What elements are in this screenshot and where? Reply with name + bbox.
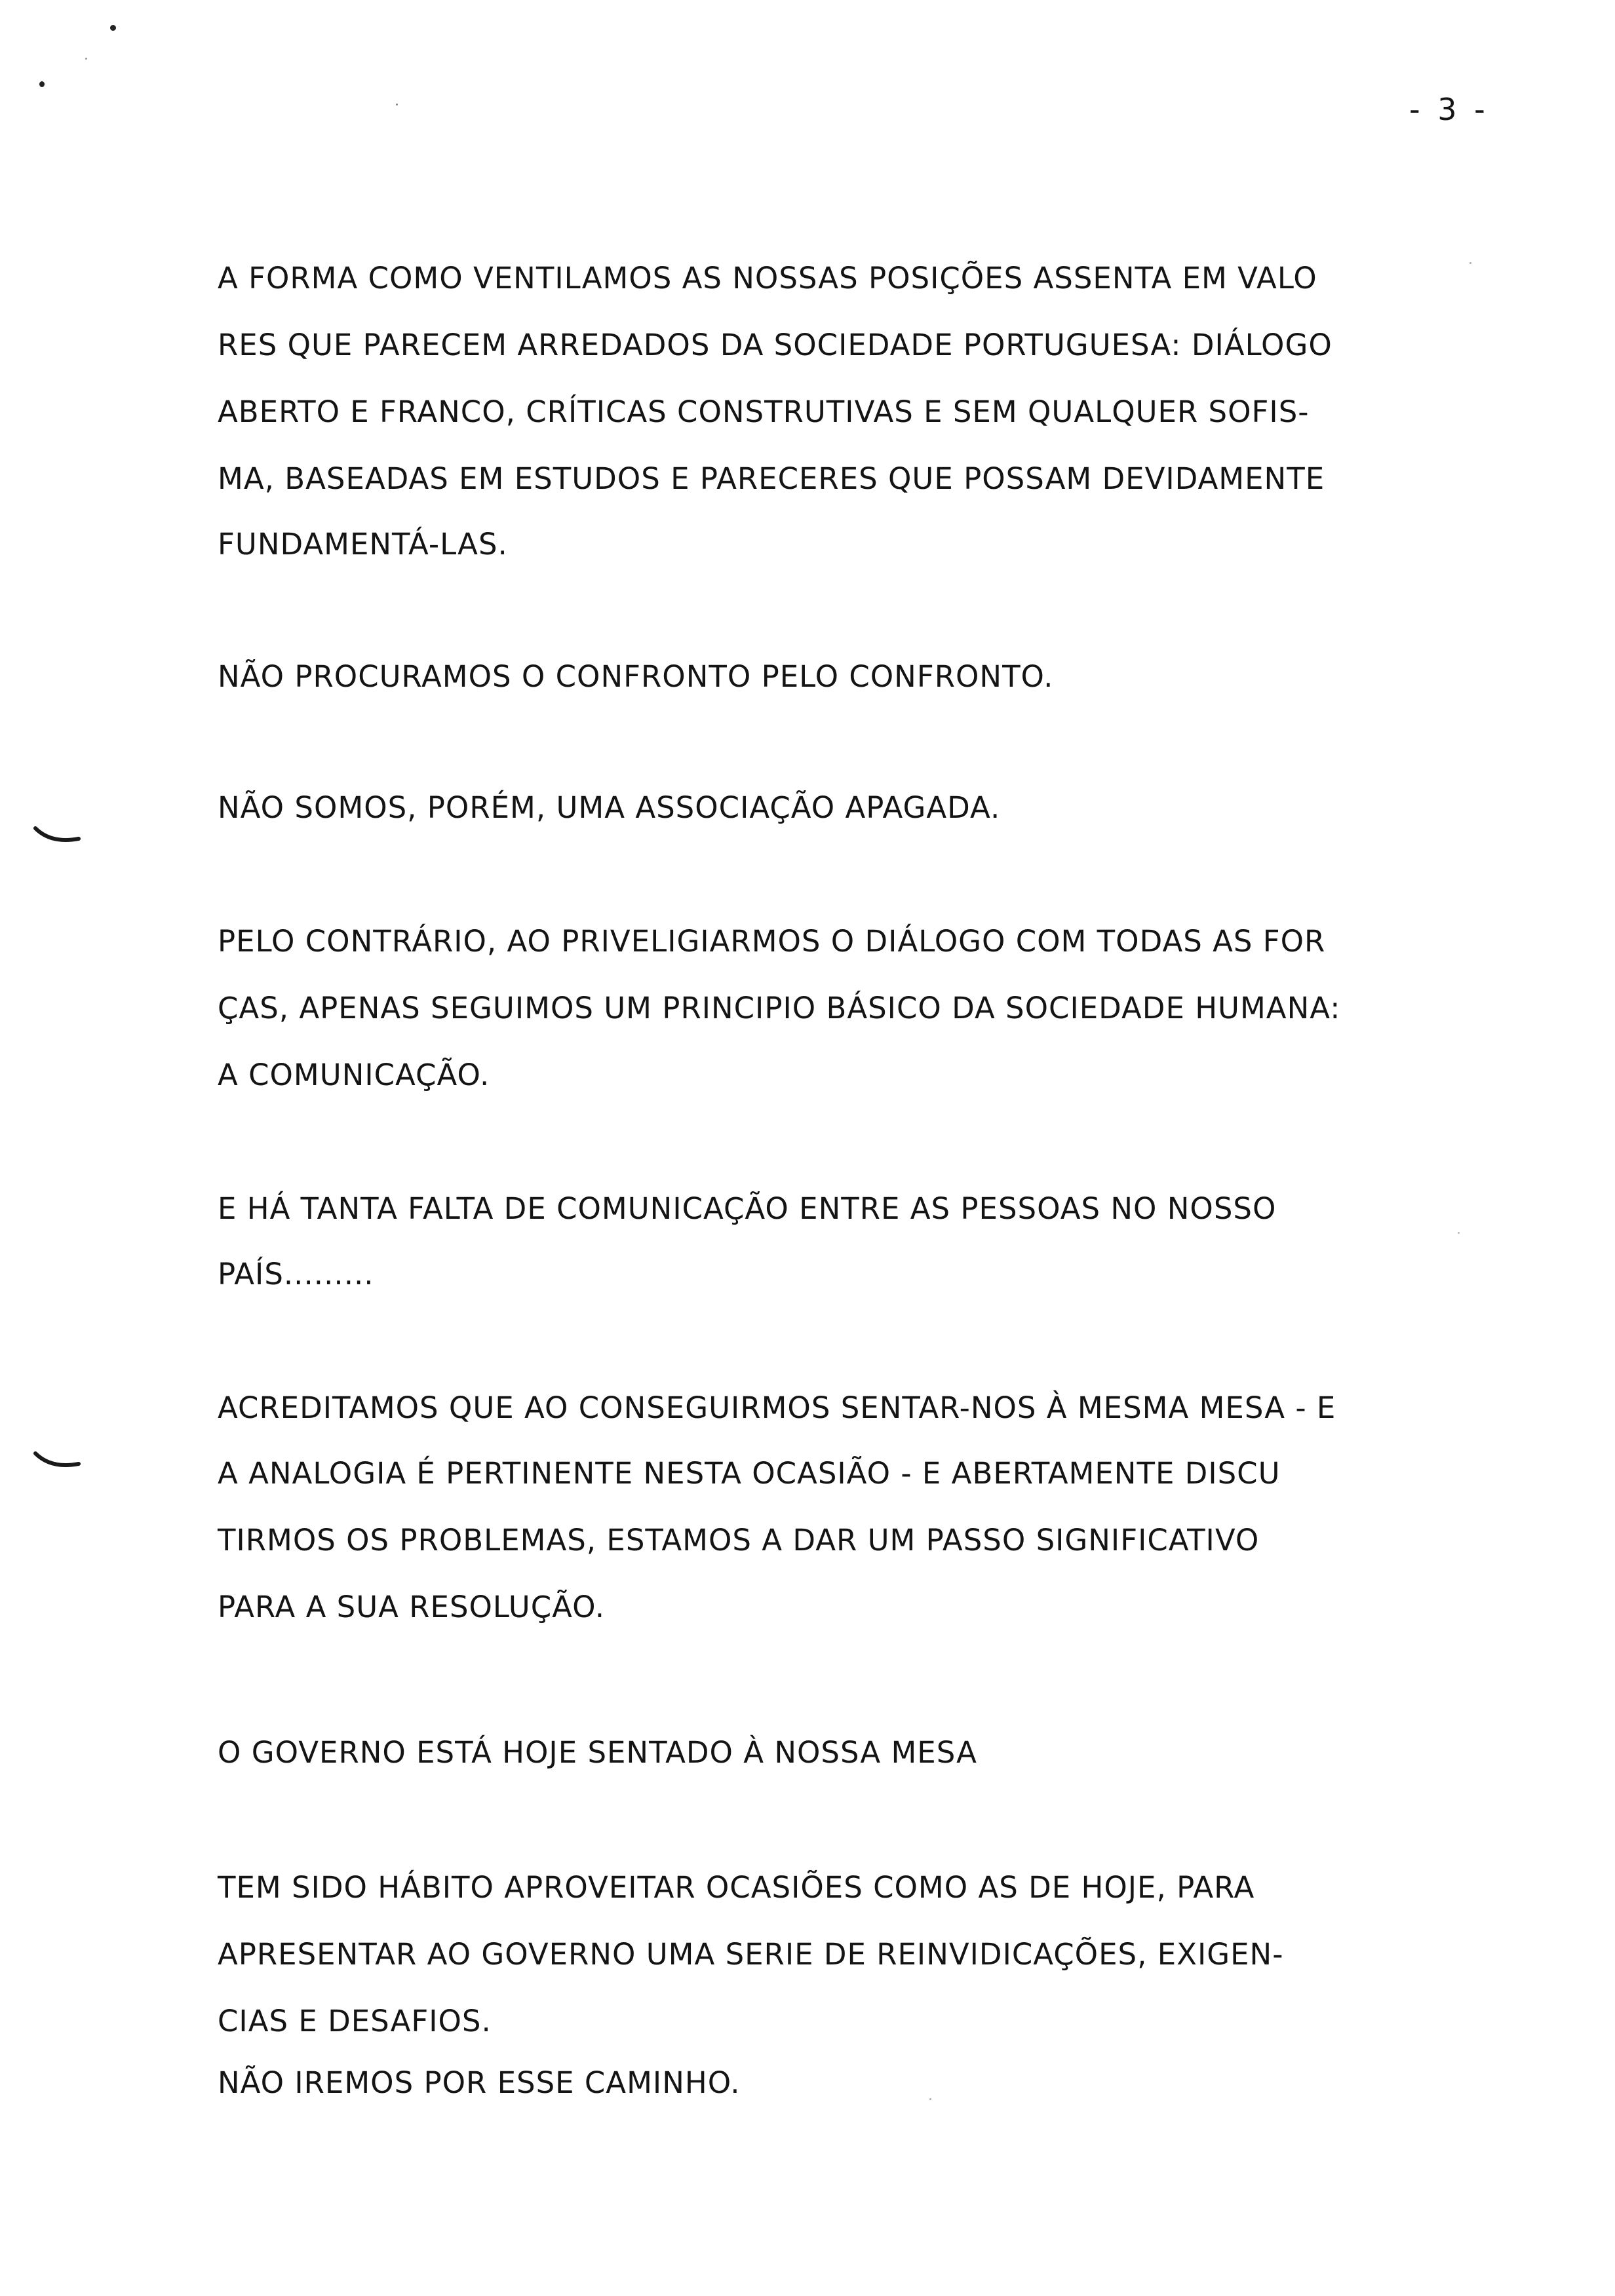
text-line: MA, BASEADAS EM ESTUDOS E PARECERES QUE POSSAM DEVIDAMENTE: [218, 461, 1325, 496]
page-number: - 3 -: [1409, 92, 1489, 127]
scan-speck: [1458, 1232, 1460, 1234]
text-line: CIAS E DESAFIOS.: [218, 2004, 492, 2038]
text-line: A COMUNICAÇÃO.: [218, 1058, 490, 1092]
text-line: NÃO IREMOS POR ESSE CAMINHO.: [218, 2065, 741, 2100]
scan-speck: [110, 25, 116, 31]
text-line: ÇAS, APENAS SEGUIMOS UM PRINCIPIO BÁSICO DA SOCIEDADE HUMANA:: [218, 991, 1341, 1025]
text-line: PELO CONTRÁRIO, AO PRIVELIGIARMOS O DIÁLOGO COM TODAS AS FOR: [218, 924, 1326, 959]
text-line: APRESENTAR AO GOVERNO UMA SERIE DE REINVIDICAÇÕES, EXIGEN-: [218, 1937, 1284, 1972]
scan-speck: [1469, 262, 1471, 264]
text-line: NÃO PROCURAMOS O CONFRONTO PELO CONFRONTO.: [218, 659, 1054, 694]
text-line: O GOVERNO ESTÁ HOJE SENTADO À NOSSA MESA: [218, 1735, 977, 1770]
scan-speck: [929, 2098, 931, 2100]
text-line: NÃO SOMOS, PORÉM, UMA ASSOCIAÇÃO APAGADA.: [218, 790, 1001, 825]
text-line: PAÍS.........: [218, 1257, 374, 1292]
text-line: RES QUE PARECEM ARREDADOS DA SOCIEDADE PORTUGUESA: DIÁLOGO: [218, 328, 1333, 362]
scan-speck: [396, 104, 398, 105]
scan-speck: [85, 58, 87, 60]
text-line: E HÁ TANTA FALTA DE COMUNICAÇÃO ENTRE AS PESSOAS NO NOSSO: [218, 1191, 1277, 1226]
text-line: ACREDITAMOS QUE AO CONSEGUIRMOS SENTAR-NOS À MESMA MESA - E: [218, 1390, 1336, 1425]
text-line: FUNDAMENTÁ-LAS.: [218, 527, 508, 562]
text-line: A ANALOGIA É PERTINENTE NESTA OCASIÃO - E ABERTAMENTE DISCU: [218, 1456, 1281, 1491]
binder-hole-mark: [33, 1449, 85, 1476]
text-line: PARA A SUA RESOLUÇÃO.: [218, 1590, 606, 1624]
text-line: TIRMOS OS PROBLEMAS, ESTAMOS A DAR UM PASSO SIGNIFICATIVO: [218, 1523, 1260, 1558]
scan-speck: [39, 81, 45, 87]
text-line: TEM SIDO HÁBITO APROVEITAR OCASIÕES COMO AS DE HOJE, PARA: [218, 1870, 1255, 1905]
text-line: A FORMA COMO VENTILAMOS AS NOSSAS POSIÇÕES ASSENTA EM VALO: [218, 261, 1317, 296]
binder-hole-mark: [33, 824, 85, 851]
text-line: ABERTO E FRANCO, CRÍTICAS CONSTRUTIVAS E SEM QUALQUER SOFIS-: [218, 394, 1310, 429]
